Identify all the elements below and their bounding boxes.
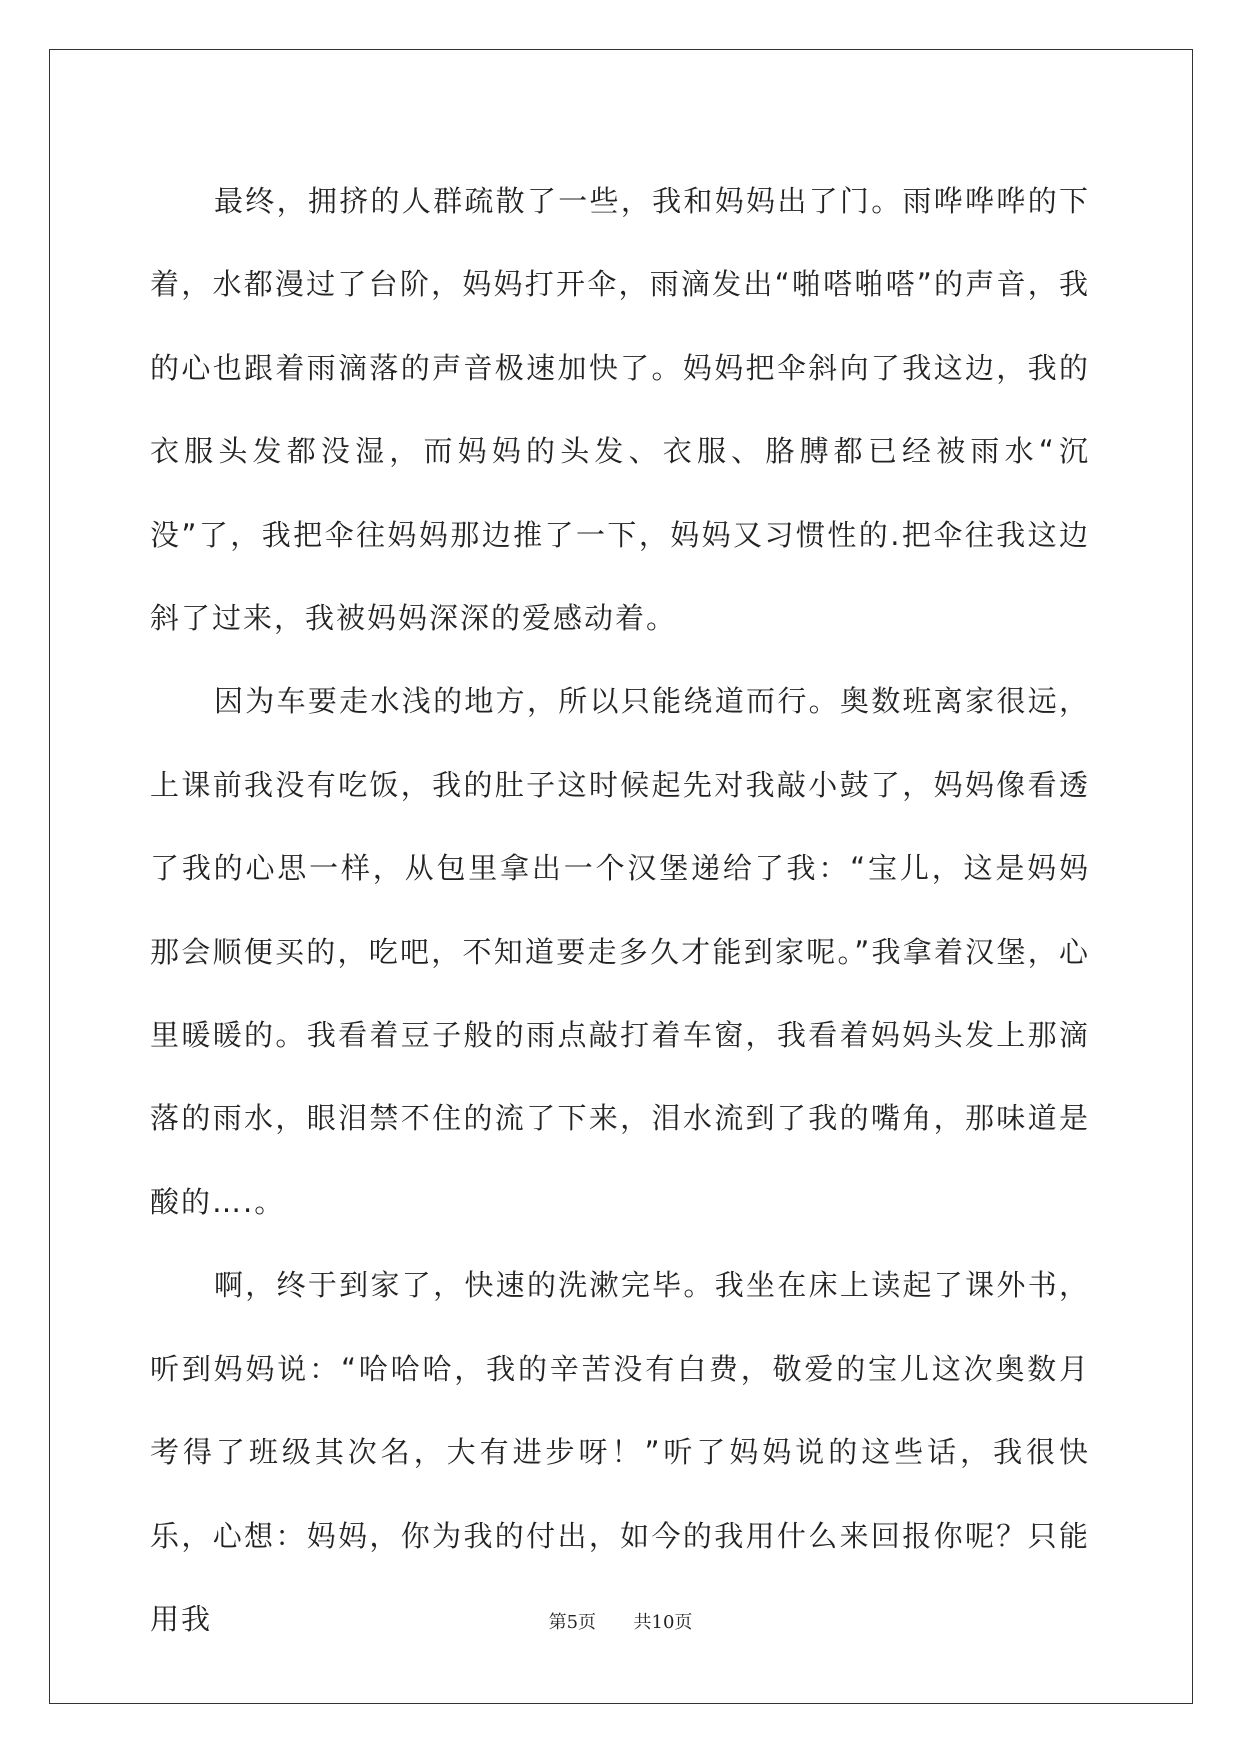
page-total: 共10页: [633, 1612, 693, 1633]
document-body: [150, 160, 1090, 1661]
paragraph-2: 因为车要走水浅的地方，所以只能绕道而行。奥数班离家很远，上课前我没有吃饭，我的肚子这时候起先对我敲小鼓了，妈妈像看透了我的心思一样，从包里拿出一个汉堡递给了我：“宝儿，这是妈妈那会顺便买的，吃吧，不知道要走多久才能到家呢。”我拿着汉堡，心里暖暖的。我看着豆子般的雨点敲打着车窗，我看着妈妈头发上那滴落的雨水，眼泪禁不住的流了下来，泪水流到了我的嘴角，那味道是酸的….。: [150, 684, 1090, 1219]
paragraph-3: 啊，终于到家了，快速的洗漱完毕。我坐在床上读起了课外书，听到妈妈说：“哈哈哈，我的辛苦没有白费，敬爱的宝儿这次奥数月考得了班级其次名，大有进步呀！”听了妈妈说的这些话，我很快乐，心想：妈妈，你为我的付出，如今的我用什么来回报你呢？只能用我: [150, 1268, 1090, 1636]
page-footer: [0, 1608, 1241, 1634]
page-number: 第5页: [548, 1612, 597, 1633]
paragraph-1: 最终，拥挤的人群疏散了一些，我和妈妈出了门。雨哗哗哗的下着，水都漫过了台阶，妈妈打开伞，雨滴发出“啪嗒啪嗒”的声音，我的心也跟着雨滴落的声音极速加快了。妈妈把伞斜向了我这边，我的衣服头发都没湿，而妈妈的头发、衣服、胳膊都已经被雨水“沉没”了，我把伞往妈妈那边推了一下，妈妈又习惯性的.把伞往我这边斜了过来，我被妈妈深深的爱感动着。: [150, 184, 1090, 636]
